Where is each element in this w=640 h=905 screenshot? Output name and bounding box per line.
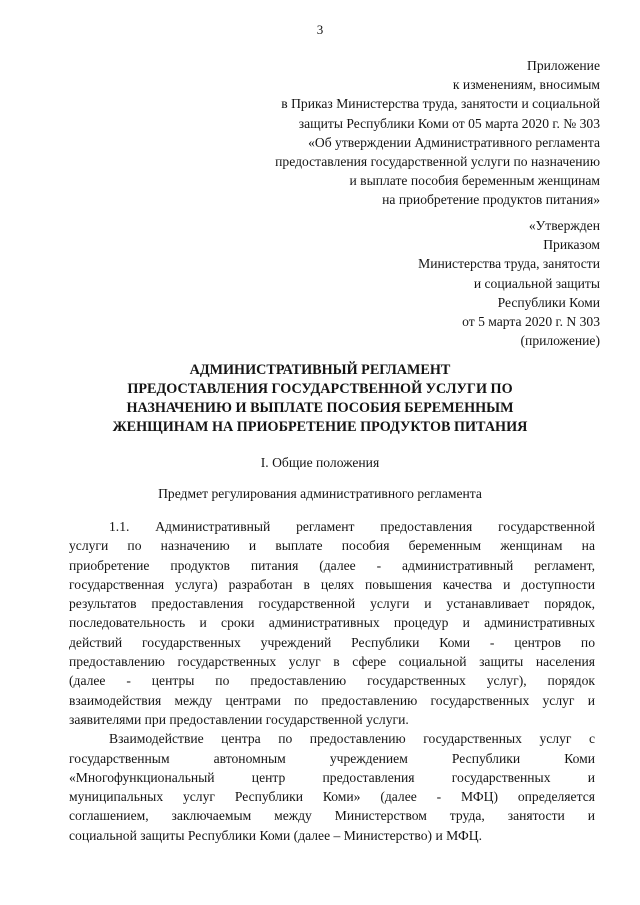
document-title: [0, 361, 640, 437]
paragraph-line: результатов предоставления государственной услуги и устанавливает порядок,: [69, 596, 595, 612]
approval-line: Республики Коми: [497, 294, 600, 310]
paragraph-line: «Многофункциональный центр предоставления государственных и: [69, 769, 595, 785]
approval-line: Приказом: [543, 237, 600, 253]
paragraph-line: последовательность и сроки административных процедур и административных: [69, 615, 595, 631]
paragraph-line: (далее - центры по предоставлению государственных услуг), порядок: [69, 673, 595, 689]
paragraph-line: соглашением, заключаемым между Министерством труда, занятости и: [69, 808, 595, 824]
title-line: НАЗНАЧЕНИЮ И ВЫПЛАТЕ ПОСОБИЯ БЕРЕМЕННЫМ: [126, 400, 514, 416]
paragraph-line: Взаимодействие центра по предоставлению государственных услуг с: [109, 731, 595, 747]
paragraph-line: государственная услуга) разработан в целях повышения качества и доступности: [69, 576, 595, 592]
paragraph-line: заявителями при предоставлении государственной услуги.: [69, 711, 409, 727]
subsection-heading: Предмет регулирования административного регламента: [158, 486, 482, 501]
appendix-line: на приобретение продуктов питания»: [382, 192, 600, 208]
paragraph-line: социальной защиты Республики Коми (далее – Министерство) и МФЦ.: [69, 827, 482, 843]
appendix-line: в Приказ Министерства труда, занятости и социальной: [281, 96, 600, 112]
approval-block: [418, 216, 600, 350]
paragraph-line: взаимодействия между центрами по предоставлению государственных услуг и: [69, 692, 595, 708]
section-heading: I. Общие положения: [260, 455, 380, 470]
appendix-line: предоставления государственной услуги по назначению: [275, 154, 600, 170]
appendix-block: [275, 56, 600, 210]
paragraph-line: действий государственных учреждений Республики Коми - центров по: [69, 634, 595, 650]
paragraph-line: приобретение продуктов питания (далее - административный регламент,: [69, 557, 595, 573]
approval-line: Министерства труда, занятости: [418, 256, 600, 272]
paragraph-line: услуги по назначению и выплате пособия беременным женщинам на: [69, 538, 595, 554]
appendix-line: к изменениям, вносимым: [452, 77, 600, 93]
title-line: ПРЕДОСТАВЛЕНИЯ ГОСУДАРСТВЕННОЙ УСЛУГИ ПО: [127, 381, 513, 397]
paragraph: [69, 517, 595, 729]
appendix-line: защиты Республики Коми от 05 марта 2020 г. № 303: [298, 115, 600, 131]
appendix-line: Приложение: [527, 58, 600, 73]
body-text: [69, 517, 595, 845]
appendix-line: и выплате пособия беременным женщинам: [349, 173, 600, 189]
paragraph: [69, 729, 595, 845]
title-line: АДМИНИСТРАТИВНЫЙ РЕГЛАМЕНТ: [189, 362, 451, 378]
approval-line: «Утвержден: [528, 218, 600, 233]
title-line: ЖЕНЩИНАМ НА ПРИОБРЕТЕНИЕ ПРОДУКТОВ ПИТАНИЯ: [112, 419, 528, 435]
paragraph-line: 1.1. Административный регламент предоставления государственной: [109, 519, 595, 534]
paragraph-line: предоставлению государственных услуг в сфере социальной защиты населения: [69, 654, 595, 670]
approval-line: и социальной защиты: [473, 275, 600, 291]
page-number: 3: [316, 22, 324, 37]
appendix-line: «Об утверждении Административного регламента: [308, 134, 600, 150]
approval-line: (приложение): [520, 333, 600, 349]
approval-line: от 5 марта 2020 г. N 303: [462, 314, 600, 330]
paragraph-line: муниципальных услуг Республики Коми» (далее - МФЦ) определяется: [69, 789, 595, 805]
paragraph-line: государственным автономным учреждением Республики Коми: [69, 750, 595, 766]
